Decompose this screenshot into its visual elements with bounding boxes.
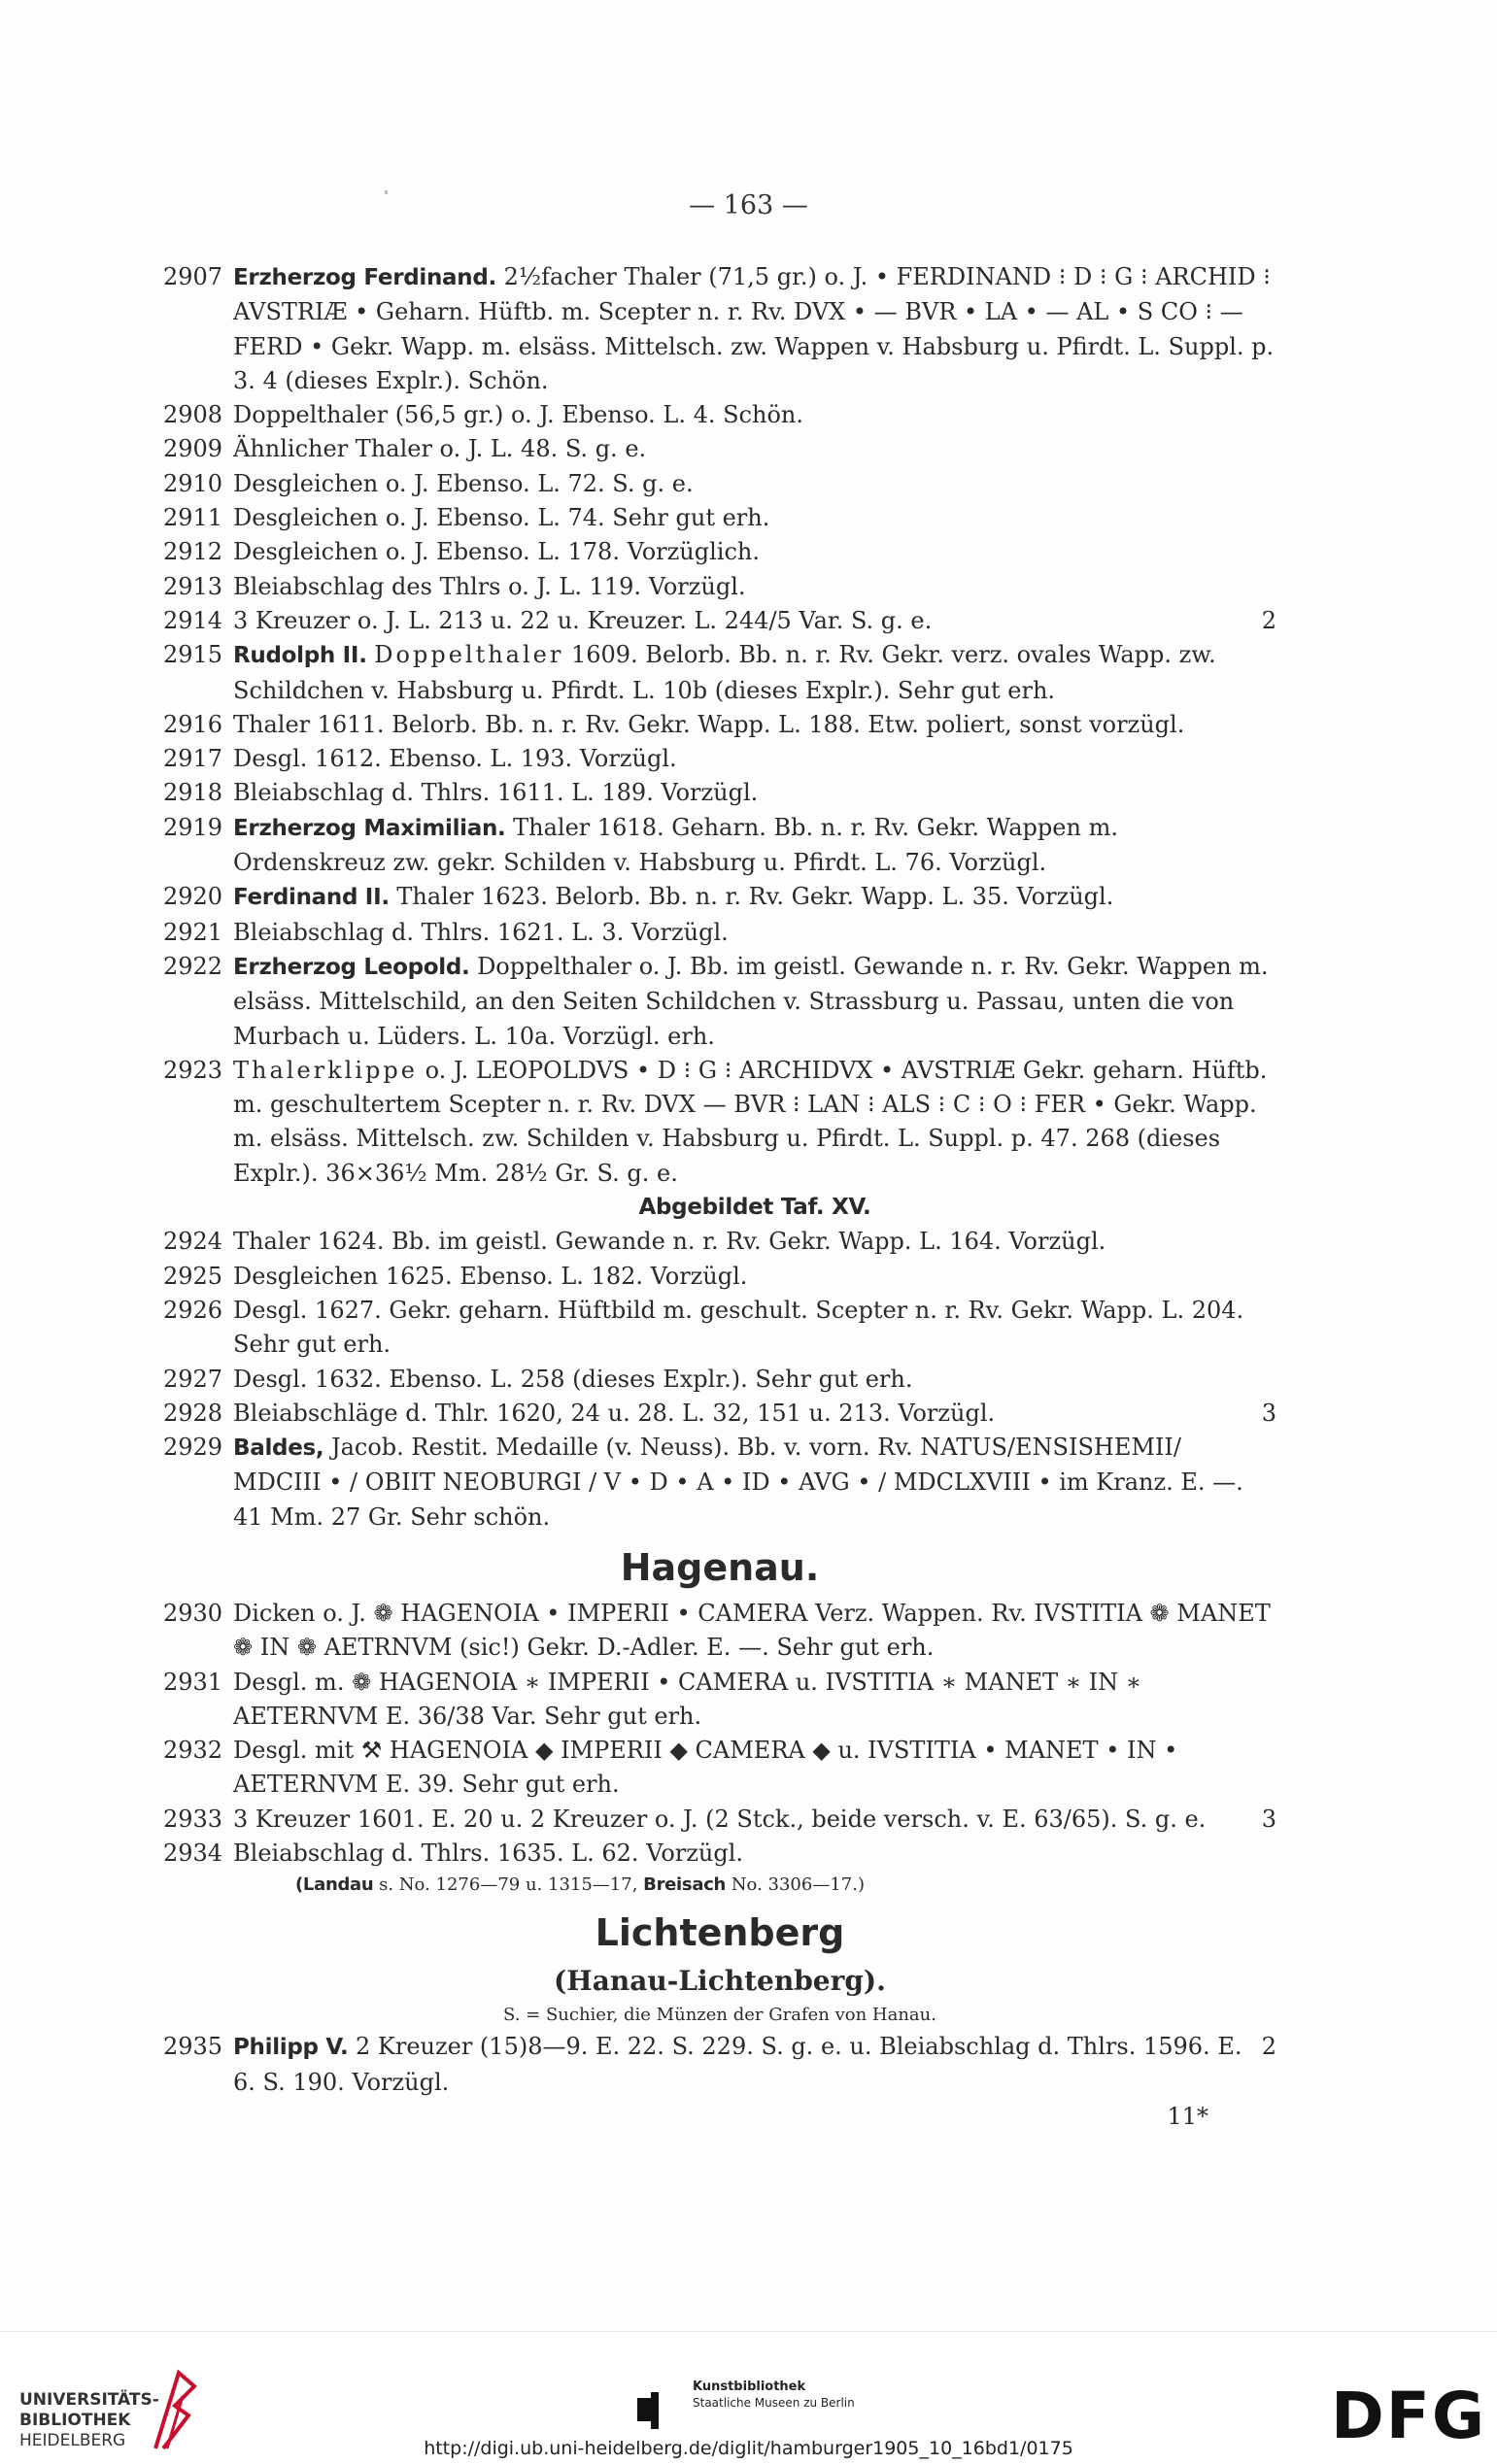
lot-description: [233, 742, 1276, 776]
entry-name: Rudolph II.: [233, 643, 367, 669]
catalog-entry: [163, 467, 1276, 501]
entry-text: Desgl. 1632. Ebenso. L. 258 (dieses Explr.). Sehr gut erh.: [233, 1365, 913, 1393]
entry-name: Erzherzog Ferdinand.: [233, 265, 496, 290]
catalog-entry: [163, 1431, 1276, 1535]
dfg-logo: DFG: [1331, 2379, 1487, 2453]
lot-quantity: 3: [1261, 1805, 1276, 1833]
lot-number: 2923: [163, 1056, 223, 1084]
entry-text: Desgleichen o. J. Ebenso. L. 178. Vorzüglich.: [233, 538, 760, 566]
catalog-entry: [163, 1294, 1276, 1363]
lot-description: [233, 501, 1276, 535]
lot-number: 2921: [163, 918, 223, 946]
catalog-entry: [163, 1260, 1276, 1294]
lot-number: 2922: [163, 952, 223, 980]
catalog-entry: [163, 776, 1276, 810]
entry-name: Baldes,: [233, 1435, 324, 1462]
catalog-entry: [163, 811, 1276, 881]
catalog-entry: [163, 1054, 1276, 1225]
catalog-entry: [163, 398, 1276, 432]
lot-description: [233, 1803, 1276, 1837]
lot-number: 2930: [163, 1599, 223, 1627]
catalog-entry: [163, 1363, 1276, 1397]
lot-number: 2914: [163, 606, 223, 634]
catalog-entry: [163, 1803, 1276, 1837]
entry-text: o. J. LEOPOLDVS • D ⁝ G ⁝ ARCHIDVX • AVSTRIÆ Gekr. geharn. Hüftb. m. geschultertem Scepter n. r. Rv. DVX — BVR ⁝ LAN ⁝ ALS ⁝ C ⁝ O ⁝ FER • Gekr. Wapp. m. elsäss. Mittelsch. zw. Schilden v. Habsburg u. Pfirdt. L. Suppl. p. 47. 268 (dieses Explr.). 36×36½ Mm. 28½ Gr. S. g. e.: [233, 1056, 1268, 1187]
entry-text: Bleiabschlag d. Thlrs. 1621. L. 3. Vorzügl.: [233, 918, 729, 946]
lot-number: 2924: [163, 1228, 223, 1256]
lot-number: 2929: [163, 1434, 223, 1462]
reference-part: s. No. 1276—79 u. 1315—17,: [373, 1874, 644, 1896]
catalog-entry: [163, 2030, 1276, 2100]
lot-description: [233, 1225, 1276, 1259]
lot-number: 2915: [163, 641, 223, 669]
plate-reference: Abgebildet Taf. XV.: [638, 1195, 871, 1221]
entry-text: Doppelthaler o. J. Bb. im geistl. Gewande n. r. Rv. Gekr. Wappen m. elsäss. Mittelschild, an den Seiten Schildchen v. Strassburg u. Passau, unten die von Murbach u. Lüders. L. 10a. Vorzügl. erh.: [233, 952, 1269, 1050]
lot-number: 2912: [163, 538, 223, 566]
lot-number: 2913: [163, 572, 223, 600]
entry-list-ensisheim: [163, 260, 1276, 1535]
entry-text: Dicken o. J. ❁ HAGENOIA • IMPERII • CAMERA Verz. Wappen. Rv. IVSTITIA ❁ MANET ❁ IN ❁ AETRNVM (sic!) Gekr. D.-Adler. E. —. Sehr gut erh.: [233, 1599, 1271, 1662]
section-heading-hagenau: Hagenau.: [620, 1545, 820, 1589]
lot-description: [233, 916, 1276, 950]
entry-text: Desgl. 1627. Gekr. geharn. Hüftbild m. geschult. Scepter n. r. Rv. Gekr. Wapp. L. 204. Sehr gut erh.: [233, 1296, 1244, 1359]
permalink-url[interactable]: http://digi.ub.uni-heidelberg.de/diglit/hamburger1905_10_16bd1/0175: [424, 2438, 1073, 2459]
entry-text: Thalerklippe: [233, 1056, 418, 1084]
lot-description: [233, 432, 1276, 466]
entry-text: Doppelthaler: [374, 641, 564, 669]
entry-text: 2½facher Thaler (71,5 gr.) o. J. • FERDINAND ⁝ D ⁝ G ⁝ ARCHID ⁝ AVSTRIÆ • Geharn. Hüftb. m. Scepter n. r. Rv. DVX • — BVR • LA • — AL • S CO ⁝ — FERD • Gekr. Wapp. m. elsäss. Mittelsch. zw. Wappen v. Habsburg u. Pfirdt. L. Suppl. p. 3. 4 (dieses Explr.). Schön.: [233, 263, 1275, 394]
lot-description: [233, 1260, 1276, 1294]
lot-description: [233, 2030, 1276, 2100]
lot-description: [233, 638, 1276, 708]
lot-description: [233, 1294, 1276, 1363]
lot-quantity: 3: [1261, 1399, 1276, 1427]
ub-line-3: HEIDELBERG: [19, 2431, 126, 2450]
reference-part: Breisach: [643, 1874, 727, 1896]
entry-name: Ferdinand II.: [233, 885, 390, 911]
entry-text: Desgl. mit ⚒ HAGENOIA ◆ IMPERII ◆ CAMERA ◆ u. IVSTITIA • MANET • IN • AETERNVM E. 39. Sehr gut erh.: [233, 1737, 1178, 1799]
lot-description: [233, 398, 1276, 432]
page-number: — 163 —: [689, 190, 808, 220]
lot-quantity: 2: [1261, 2033, 1276, 2061]
catalog-entry: [163, 604, 1276, 638]
lot-number: 2911: [163, 504, 223, 532]
entry-text: Desgleichen 1625. Ebenso. L. 182. Vorzügl.: [233, 1262, 748, 1290]
entry-text: Thaler 1611. Belorb. Bb. n. r. Rv. Gekr. Wapp. L. 188. Etw. poliert, sonst vorzügl.: [233, 710, 1185, 738]
lot-description: [233, 604, 1276, 638]
lot-number: 2934: [163, 1840, 223, 1868]
lot-number: 2935: [163, 2033, 223, 2061]
catalog-entry: [163, 570, 1276, 604]
entry-text: Bleiabschlag d. Thlrs. 1635. L. 62. Vorzügl.: [233, 1840, 744, 1868]
entry-text: Desgl. m. ❁ HAGENOIA ∗ IMPERII • CAMERA u. IVSTITIA ∗ MANET ∗ IN ∗ AETERNVM E. 36/38 Var. Sehr gut erh.: [233, 1668, 1142, 1730]
lot-description: [233, 1837, 1276, 1871]
lot-number: 2919: [163, 813, 223, 841]
catalog-entry: [163, 916, 1276, 950]
lot-description: [233, 260, 1276, 398]
entry-name: Erzherzog Maximilian.: [233, 815, 506, 841]
lot-description: [233, 467, 1276, 501]
lot-number: 2927: [163, 1365, 223, 1393]
lot-number: 2916: [163, 710, 223, 738]
entry-text: Desgleichen o. J. Ebenso. L. 72. S. g. e.: [233, 469, 694, 497]
reference-part: No. 3306—17.): [726, 1874, 865, 1896]
reference-part: (Landau: [295, 1874, 374, 1896]
catalog-entry: [163, 1837, 1276, 1871]
entry-text: Bleiabschlag des Thlrs o. J. L. 119. Vorzügl.: [233, 572, 746, 600]
lot-number: 2907: [163, 263, 223, 290]
lot-description: [233, 880, 1276, 915]
kunstbibliothek-wordmark: [693, 2379, 855, 2412]
catalog-entry: [163, 742, 1276, 776]
entry-text: 2 Kreuzer (15)8—9. E. 22. S. 229. S. g. e. u. Bleiabschlag d. Thlrs. 1596. E. 6. S. 190. Vorzügl.: [233, 2033, 1242, 2096]
lot-number: 2926: [163, 1296, 223, 1324]
entry-list-lichtenberg: [163, 2030, 1276, 2100]
lot-number: 2917: [163, 745, 223, 773]
lot-number: 2910: [163, 469, 223, 497]
lot-number: 2925: [163, 1262, 223, 1290]
catalog-entry: [163, 1734, 1276, 1803]
entry-text: 3 Kreuzer o. J. L. 213 u. 22 u. Kreuzer. L. 244/5 Var. S. g. e.: [233, 606, 933, 634]
catalog-entry: [163, 880, 1276, 915]
entry-text: Bleiabschlag d. Thlrs. 1611. L. 189. Vorzügl.: [233, 779, 759, 807]
lot-number: 2931: [163, 1668, 223, 1696]
catalog-entry: [163, 638, 1276, 708]
catalog-entry: [163, 950, 1276, 1054]
abbreviation-note: S. = Suchier, die Münzen der Grafen von Hanau.: [503, 2005, 936, 2026]
lot-number: 2933: [163, 1805, 223, 1833]
lot-description: [233, 950, 1276, 1054]
lot-description: [233, 776, 1276, 810]
lot-number: 2932: [163, 1737, 223, 1765]
sheet-signature: 11*: [1167, 2102, 1208, 2130]
entry-text: Desgl. 1612. Ebenso. L. 193. Vorzügl.: [233, 745, 677, 773]
entry-text: Desgleichen o. J. Ebenso. L. 74. Sehr gut erh.: [233, 504, 770, 532]
catalog-entry: [163, 708, 1276, 742]
lot-description: [233, 1734, 1276, 1803]
entry-name: Erzherzog Leopold.: [233, 954, 470, 980]
lot-description: [233, 708, 1276, 742]
entry-text: Bleiabschläge d. Thlr. 1620, 24 u. 28. L. 32, 151 u. 213. Vorzügl.: [233, 1399, 996, 1427]
lot-number: 2920: [163, 883, 223, 911]
catalog-entry: [163, 535, 1276, 569]
lot-number: 2928: [163, 1399, 223, 1427]
catalog-entry: [163, 432, 1276, 466]
catalog-entry: [163, 260, 1276, 398]
lot-description: [233, 1363, 1276, 1397]
entry-text: 3 Kreuzer 1601. E. 20 u. 2 Kreuzer o. J. (2 Stck., beide versch. v. E. 63/65). S. g. e.: [233, 1805, 1207, 1833]
catalog-body: [163, 260, 1276, 2134]
catalog-entry: [163, 1397, 1276, 1431]
kunstbibliothek-logo-icon: [637, 2390, 666, 2429]
catalog-entry: [163, 501, 1276, 535]
lot-quantity: 2: [1261, 606, 1276, 634]
lot-description: [233, 811, 1276, 881]
entry-text: Thaler 1623. Belorb. Bb. n. r. Rv. Gekr. Wapp. L. 35. Vorzügl.: [389, 883, 1114, 911]
kb-line-1: Kunstbibliothek: [693, 2380, 806, 2394]
entry-text: Jacob. Restit. Medaille (v. Neuss). Bb. v. vorn. Rv. NATUS/ENSISHEMII/ MDCIII • / OBIIT NEOBURGI / V • D • A • ID • AVG • / MDCLXVIII • im Kranz. E. —. 41 Mm. 27 Gr. Sehr schön.: [233, 1434, 1243, 1531]
section-heading-lichtenberg: Lichtenberg: [595, 1911, 845, 1955]
lot-description: [233, 1666, 1276, 1735]
lot-number: 2908: [163, 401, 223, 429]
entry-text: Thaler 1624. Bb. im geistl. Gewande n. r. Rv. Gekr. Wapp. L. 164. Vorzügl.: [233, 1228, 1106, 1256]
kb-line-2: Staatliche Museen zu Berlin: [693, 2396, 855, 2410]
lot-description: [233, 570, 1276, 604]
entry-text: Ähnlicher Thaler o. J. L. 48. S. g. e.: [233, 435, 647, 463]
catalog-entry: [163, 1597, 1276, 1666]
entry-text: 1609. Belorb. Bb. n. r. Rv. Gekr. verz. ovales Wapp. zw. Schildchen v. Habsburg u. Pfirdt. L. 10b (dieses Explr.). Sehr gut erh.: [233, 641, 1216, 704]
lot-description: [233, 1397, 1276, 1431]
ub-line-1: UNIVERSITÄTS-: [19, 2390, 159, 2410]
catalog-entry: [163, 1666, 1276, 1735]
subsection-heading: (Hanau-Lichtenberg).: [554, 1965, 886, 1998]
lot-number: 2909: [163, 435, 223, 463]
entry-list-hagenau: [163, 1597, 1276, 1871]
lot-description: [233, 1431, 1276, 1535]
entry-text: Doppelthaler (56,5 gr.) o. J. Ebenso. L. 4. Schön.: [233, 401, 803, 429]
lot-number: 2918: [163, 779, 223, 807]
lot-description: [233, 1054, 1276, 1225]
cross-reference-note: [163, 1871, 1276, 1900]
entry-name: Philipp V.: [233, 2035, 349, 2061]
catalog-entry: [163, 1225, 1276, 1259]
lot-description: [233, 535, 1276, 569]
entry-text: Thaler 1618. Geharn. Bb. n. r. Rv. Gekr. Wappen m. Ordenskreuz zw. gekr. Schilden v. Habsburg u. Pfirdt. L. 76. Vorzügl.: [233, 813, 1118, 877]
ub-line-2: BIBLIOTHEK: [19, 2411, 131, 2430]
lot-description: [233, 1597, 1276, 1666]
